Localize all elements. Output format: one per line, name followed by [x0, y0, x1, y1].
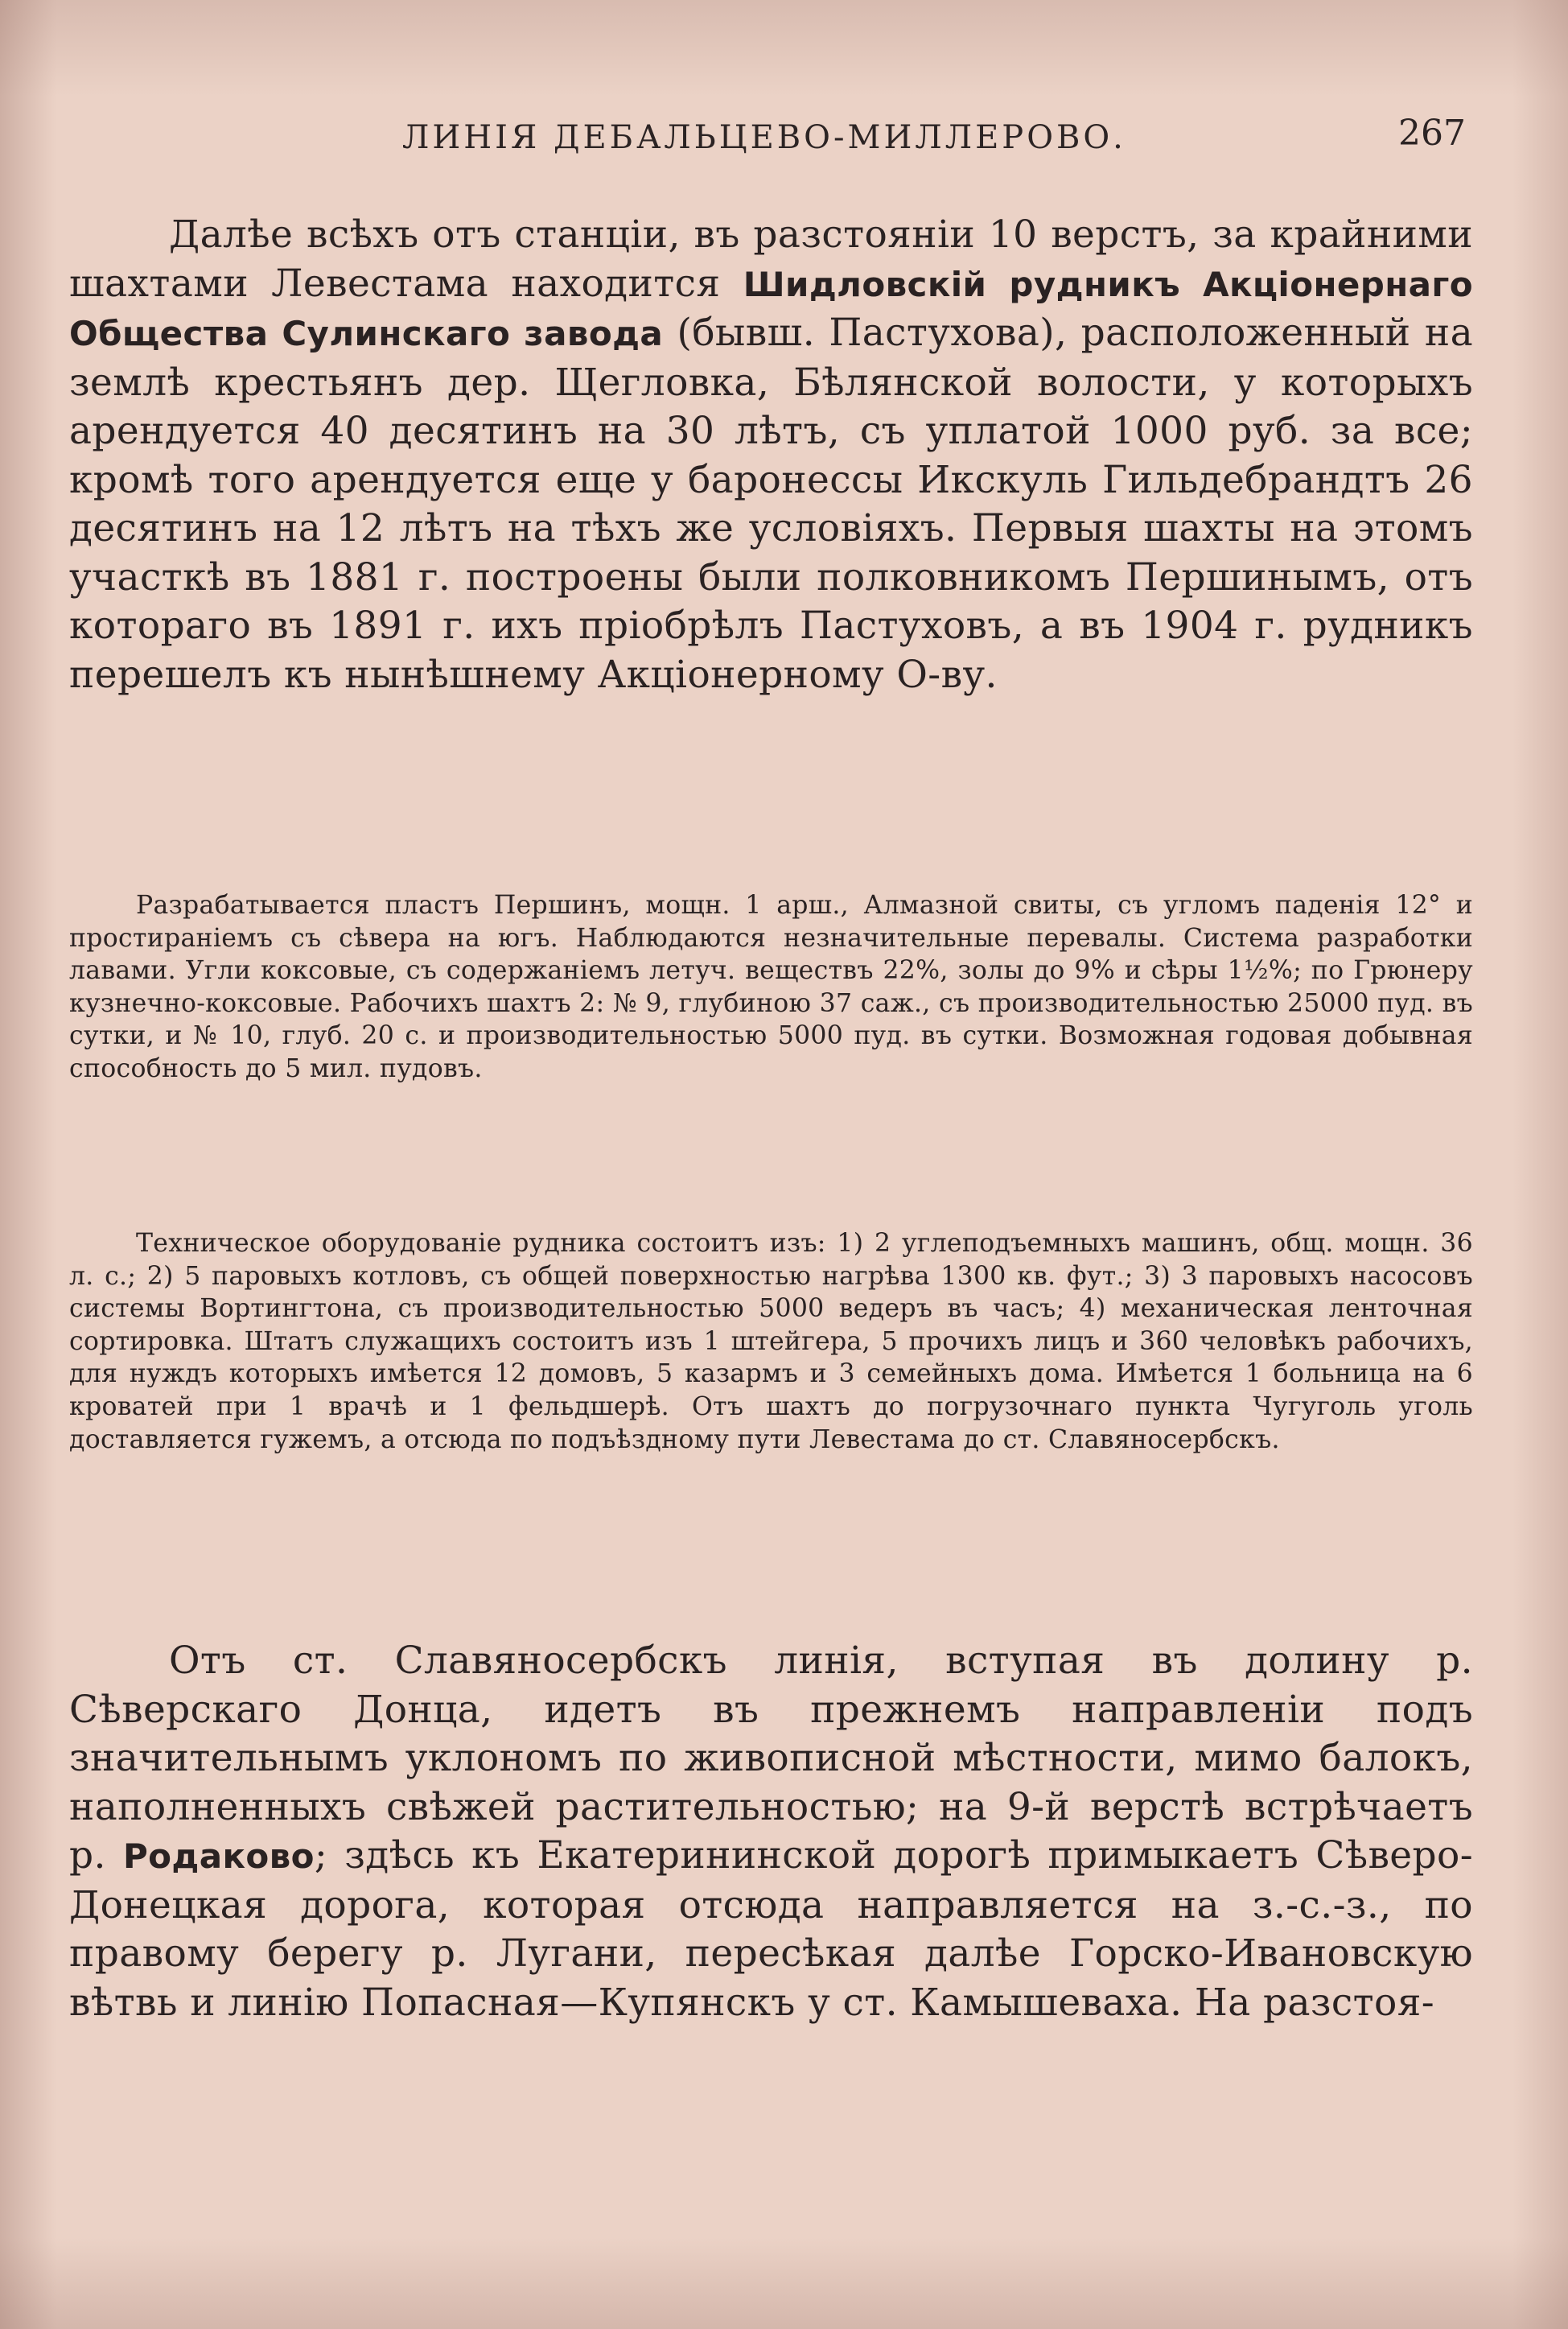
bold-mine-name: Шидловскій рудникъ Акціонернаго Общества Сулинскаго завода	[69, 264, 1473, 353]
note-mining-details: Разрабатывается пластъ Першинъ, мощн. 1 арш., Алмазной свиты, съ угломъ паденія 12° и простираніемъ съ сѣвера на югъ. Наблюдаются незначительные перевалы. Система разработки лавами. Угли коксовые, съ содержаніемъ летуч. веществъ 22%, золы до 9% и сѣры 1½%; по Грюнеру кузнечно-коксовые. Рабочихъ шахтъ 2: № 9, глубиною 37 саж., съ производительностью 25000 пуд. въ сутки, и № 10, глуб. 20 с. и производительностью 5000 пуд. въ сутки. Возможная годовая добывная способность до 5 мил. пудовъ.	[69, 891, 1473, 1083]
running-title: ЛИНІЯ ДЕБАЛЬЦЕВО-МИЛЛЕРОВО.	[402, 119, 1126, 156]
paragraph-line-description	[69, 1637, 1473, 2027]
paragraph-text: (бывш. Пастухова), расположенный на землѣ крестьянъ дер. Щегловка, Бѣлянской волости, у которыхъ арендуется 40 десятинъ на 30 лѣтъ, съ уплатой 1000 руб. за все; кромѣ того арендуется еще у баронессы Икскуль Гильдебрандтъ 26 десятинъ на 12 лѣтъ на тѣхъ же условіяхъ. Первыя шахты на этомъ участкѣ въ 1881 г. построены были полковникомъ Першинымъ, отъ котораго въ 1891 г. ихъ пріобрѣлъ Пастуховъ, а въ 1904 г. рудникъ перешелъ къ нынѣшнему Акціонерному О-ву.	[69, 311, 1473, 697]
bold-station-name: Родаково	[122, 1836, 315, 1876]
paragraph-text: Далѣе всѣхъ отъ станціи, въ разстояніи 10 верстъ, за крайними шахтами Левестама находится	[69, 212, 1473, 306]
page-number: 267	[1398, 113, 1466, 154]
note-technical-equipment: Техническое оборудованіе рудника состоитъ изъ: 1) 2 углеподъемныхъ машинъ, общ. мощн. 36 л. с.; 2) 5 паровыхъ котловъ, съ общей поверхностью нагрѣва 1300 кв. фут.; 3) 3 паровыхъ насосовъ системы Вортингтона, съ производительностью 5000 ведеръ въ часъ; 4) механическая ленточная сортировка. Штатъ служащихъ состоитъ изъ 1 штейгера, 5 прочихъ лицъ и 360 человѣкъ рабочихъ, для нуждъ которыхъ имѣется 12 домовъ, 5 казармъ и 3 семейныхъ дома. Имѣется 1 больница на 6 кроватей при 1 врачѣ и 1 фельдшерѣ. Отъ шахтъ до погрузочнаго пункта Чугуголь уголь доставляется гужемъ, а отсюда по подъѣздному пути Левестама до ст. Славяносербскъ.	[69, 1229, 1473, 1454]
paragraph-text: ; здѣсь къ Екатерининской дорогѣ примыкаетъ Сѣверо-Донецкая дорога, которая отсюда направляется на з.-с.-з., по правому берегу р. Лугани, пересѣкая далѣе Горско-Ивановскую вѣтвь и линію Попасная—Купянскъ у ст. Камышеваха. На разстоя-	[69, 1833, 1473, 2025]
paragraph-shidlovsky-mine	[69, 211, 1473, 699]
paragraph-text: Отъ ст. Славяносербскъ линія, вступая въ долину р. Сѣверскаго Донца, идетъ въ прежнемъ направленіи подъ значительнымъ уклономъ по живописной мѣстности, мимо балокъ, наполненныхъ свѣжей растительностью; на 9-й верстѣ встрѣчаетъ р.	[69, 1639, 1473, 1878]
